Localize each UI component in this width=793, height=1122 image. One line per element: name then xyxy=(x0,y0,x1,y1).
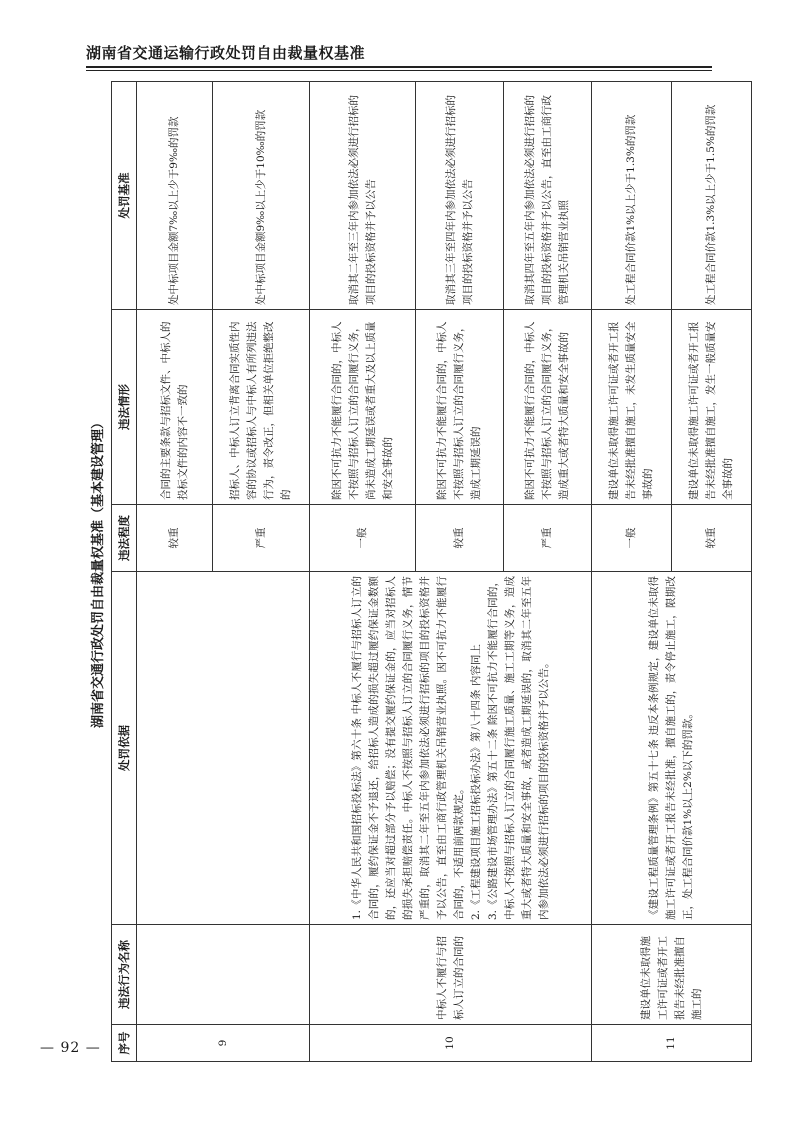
row-10-degree-general: 一般 xyxy=(310,505,416,572)
row-11-standard-severe-lesser: 处工程合同价款1.3%以上少于1.5%的罚款 xyxy=(672,82,752,310)
row-11-basis xyxy=(592,572,752,925)
header-rule xyxy=(86,66,712,68)
row-9-circumstance-severe-lesser: 合同的主要条款与招标文件、中标人的投标文件的内容不一致的 xyxy=(137,310,213,505)
table-row-11-general xyxy=(592,82,672,1062)
row-9-circumstance-severe: 招标人、中标人订立背离合同实质性内容的协议或招标人与中标人有所列违法行为，责令改正，但相关单位拒绝整改的 xyxy=(213,310,310,505)
col-header-seq: 序号 xyxy=(112,1025,137,1062)
row-10-standard-severe-lesser: 取消其三年至四年内参加依法必须进行招标的项目的投标资格并予以公告 xyxy=(416,82,504,310)
row-10-name: 中标人不履行与招标人订立的合同的 xyxy=(310,925,592,1025)
row-10-seq: 10 xyxy=(310,1025,592,1062)
page-number: — 92 — xyxy=(40,1040,101,1056)
row-11-degree-general: 一般 xyxy=(592,505,672,572)
table-row-9-severe-lesser xyxy=(137,82,213,1062)
row-11-name: 建设单位未取得施工许可证或者开工报告未经批准擅自施工的 xyxy=(592,925,752,1025)
col-header-violation-name: 违法行为名称 xyxy=(112,925,137,1025)
row-11-seq: 11 xyxy=(592,1025,752,1062)
row-10-basis-item-2: 2.《工程建设项目施工招标投标办法》第八十四条 内容同上 xyxy=(469,644,482,920)
row-11-degree-severe-lesser: 较重 xyxy=(672,505,752,572)
row-10-degree-severe-lesser: 较重 xyxy=(416,505,504,572)
col-header-basis: 处罚依据 xyxy=(112,572,137,925)
row-9-standard-severe-lesser: 处中标项目金额7‰以上少于9‰的罚款 xyxy=(137,82,213,310)
col-header-degree: 违法程度 xyxy=(112,505,137,572)
rotated-table-section xyxy=(87,82,734,1062)
row-10-degree-severe: 严重 xyxy=(504,505,592,572)
row-10-circumstance-general: 除因不可抗力不能履行合同的，中标人不按照与招标人订立的合同履行义务，尚未造成工期延误或者重大及以上质量和安全事故的 xyxy=(310,310,416,505)
row-10-standard-severe: 取消其四年至五年内参加依法必须进行招标的项目的投标资格并予以公告，直至由工商行政管理机关吊销营业执照 xyxy=(504,82,592,310)
row-11-standard-general: 处工程合同价款1%以上少于1.3%的罚款 xyxy=(592,82,672,310)
col-header-standard: 处罚基准 xyxy=(112,82,137,310)
penalty-standard-table xyxy=(111,81,752,1062)
header-title: 湖南省交通运输行政处罚自由裁量权基准 xyxy=(86,44,366,62)
row-10-circumstance-severe: 除因不可抗力不能履行合同的，中标人不按照与招标人订立的合同履行义务，造成重大或者特大质量和安全事故的 xyxy=(504,310,592,505)
row-9-standard-severe: 处中标项目金额9‰以上少于10‰的罚款 xyxy=(213,82,310,310)
header-rule-thin xyxy=(86,70,712,71)
col-header-circumstance: 违法情形 xyxy=(112,310,137,505)
row-10-circumstance-severe-lesser: 除因不可抗力不能履行合同的，中标人不按照与招标人订立的合同履行义务，造成工期延误的 xyxy=(416,310,504,505)
row-9-seq: 9 xyxy=(137,1025,310,1062)
row-10-basis xyxy=(310,572,592,925)
table-row-10-general xyxy=(310,82,416,1062)
row-11-basis-item-1: 《建设工程质量管理条例》第五十七条 违反本条例规定，建设单位未取得施工许可证或者开工报告未经批准，擅自施工的，责令停止施工，限期改正，处工程合同价款1%以上2%以下的罚款。 xyxy=(648,576,694,920)
row-11-circumstance-severe-lesser: 建设单位未取得施工许可证或者开工报告未经批准擅自施工，发生一般质量安全事故的 xyxy=(672,310,752,505)
row-10-basis-item-3: 3.《公路建设市场管理办法》第五十二条 除因不可抗力不能履行合同的，中标人不按照与招标人订立的合同履行施工质量、施工工期等义务，造成重大或者特大质量和安全事故，或者造成工期延误的，取消其二年至五年内参加依法必须进行招标的项目的投标资格并予以公告。 xyxy=(486,576,550,920)
row-10-basis-item-1: 1.《中华人民共和国招标投标法》第六十条 中标人不履行与招标人订立的合同的，履约保证金不予退还，给招标人造成的损失超过履约保证金数额的，还应当对超过部分予以赔偿；没有提交履约保证金的，应当对招标人的损失承担赔偿责任。中标人不按照与招标人订立的合同履行义务，情节严重的，取消其二年至五年内参加依法必须进行招标的项目的投标资格并予以公告，直至由工商行政管理机关吊销营业执照。因不可抗力不能履行合同的，不适用前两款规定。 xyxy=(350,576,465,920)
row-9-basis xyxy=(137,572,310,925)
row-9-name xyxy=(137,925,310,1025)
row-11-circumstance-general: 建设单位未取得施工许可证或者开工报告未经批准擅自施工，未发生质量安全事故的 xyxy=(592,310,672,505)
table-header-row xyxy=(112,82,137,1062)
row-9-degree-severe-lesser: 较重 xyxy=(137,505,213,572)
table-title: 湖南省交通行政处罚自由裁量权基准（基本建设管理） xyxy=(91,416,106,729)
row-10-standard-general: 取消其二年至三年内参加依法必须进行招标的项目的投标资格并予以公告 xyxy=(310,82,416,310)
row-9-degree-severe: 严重 xyxy=(213,505,310,572)
